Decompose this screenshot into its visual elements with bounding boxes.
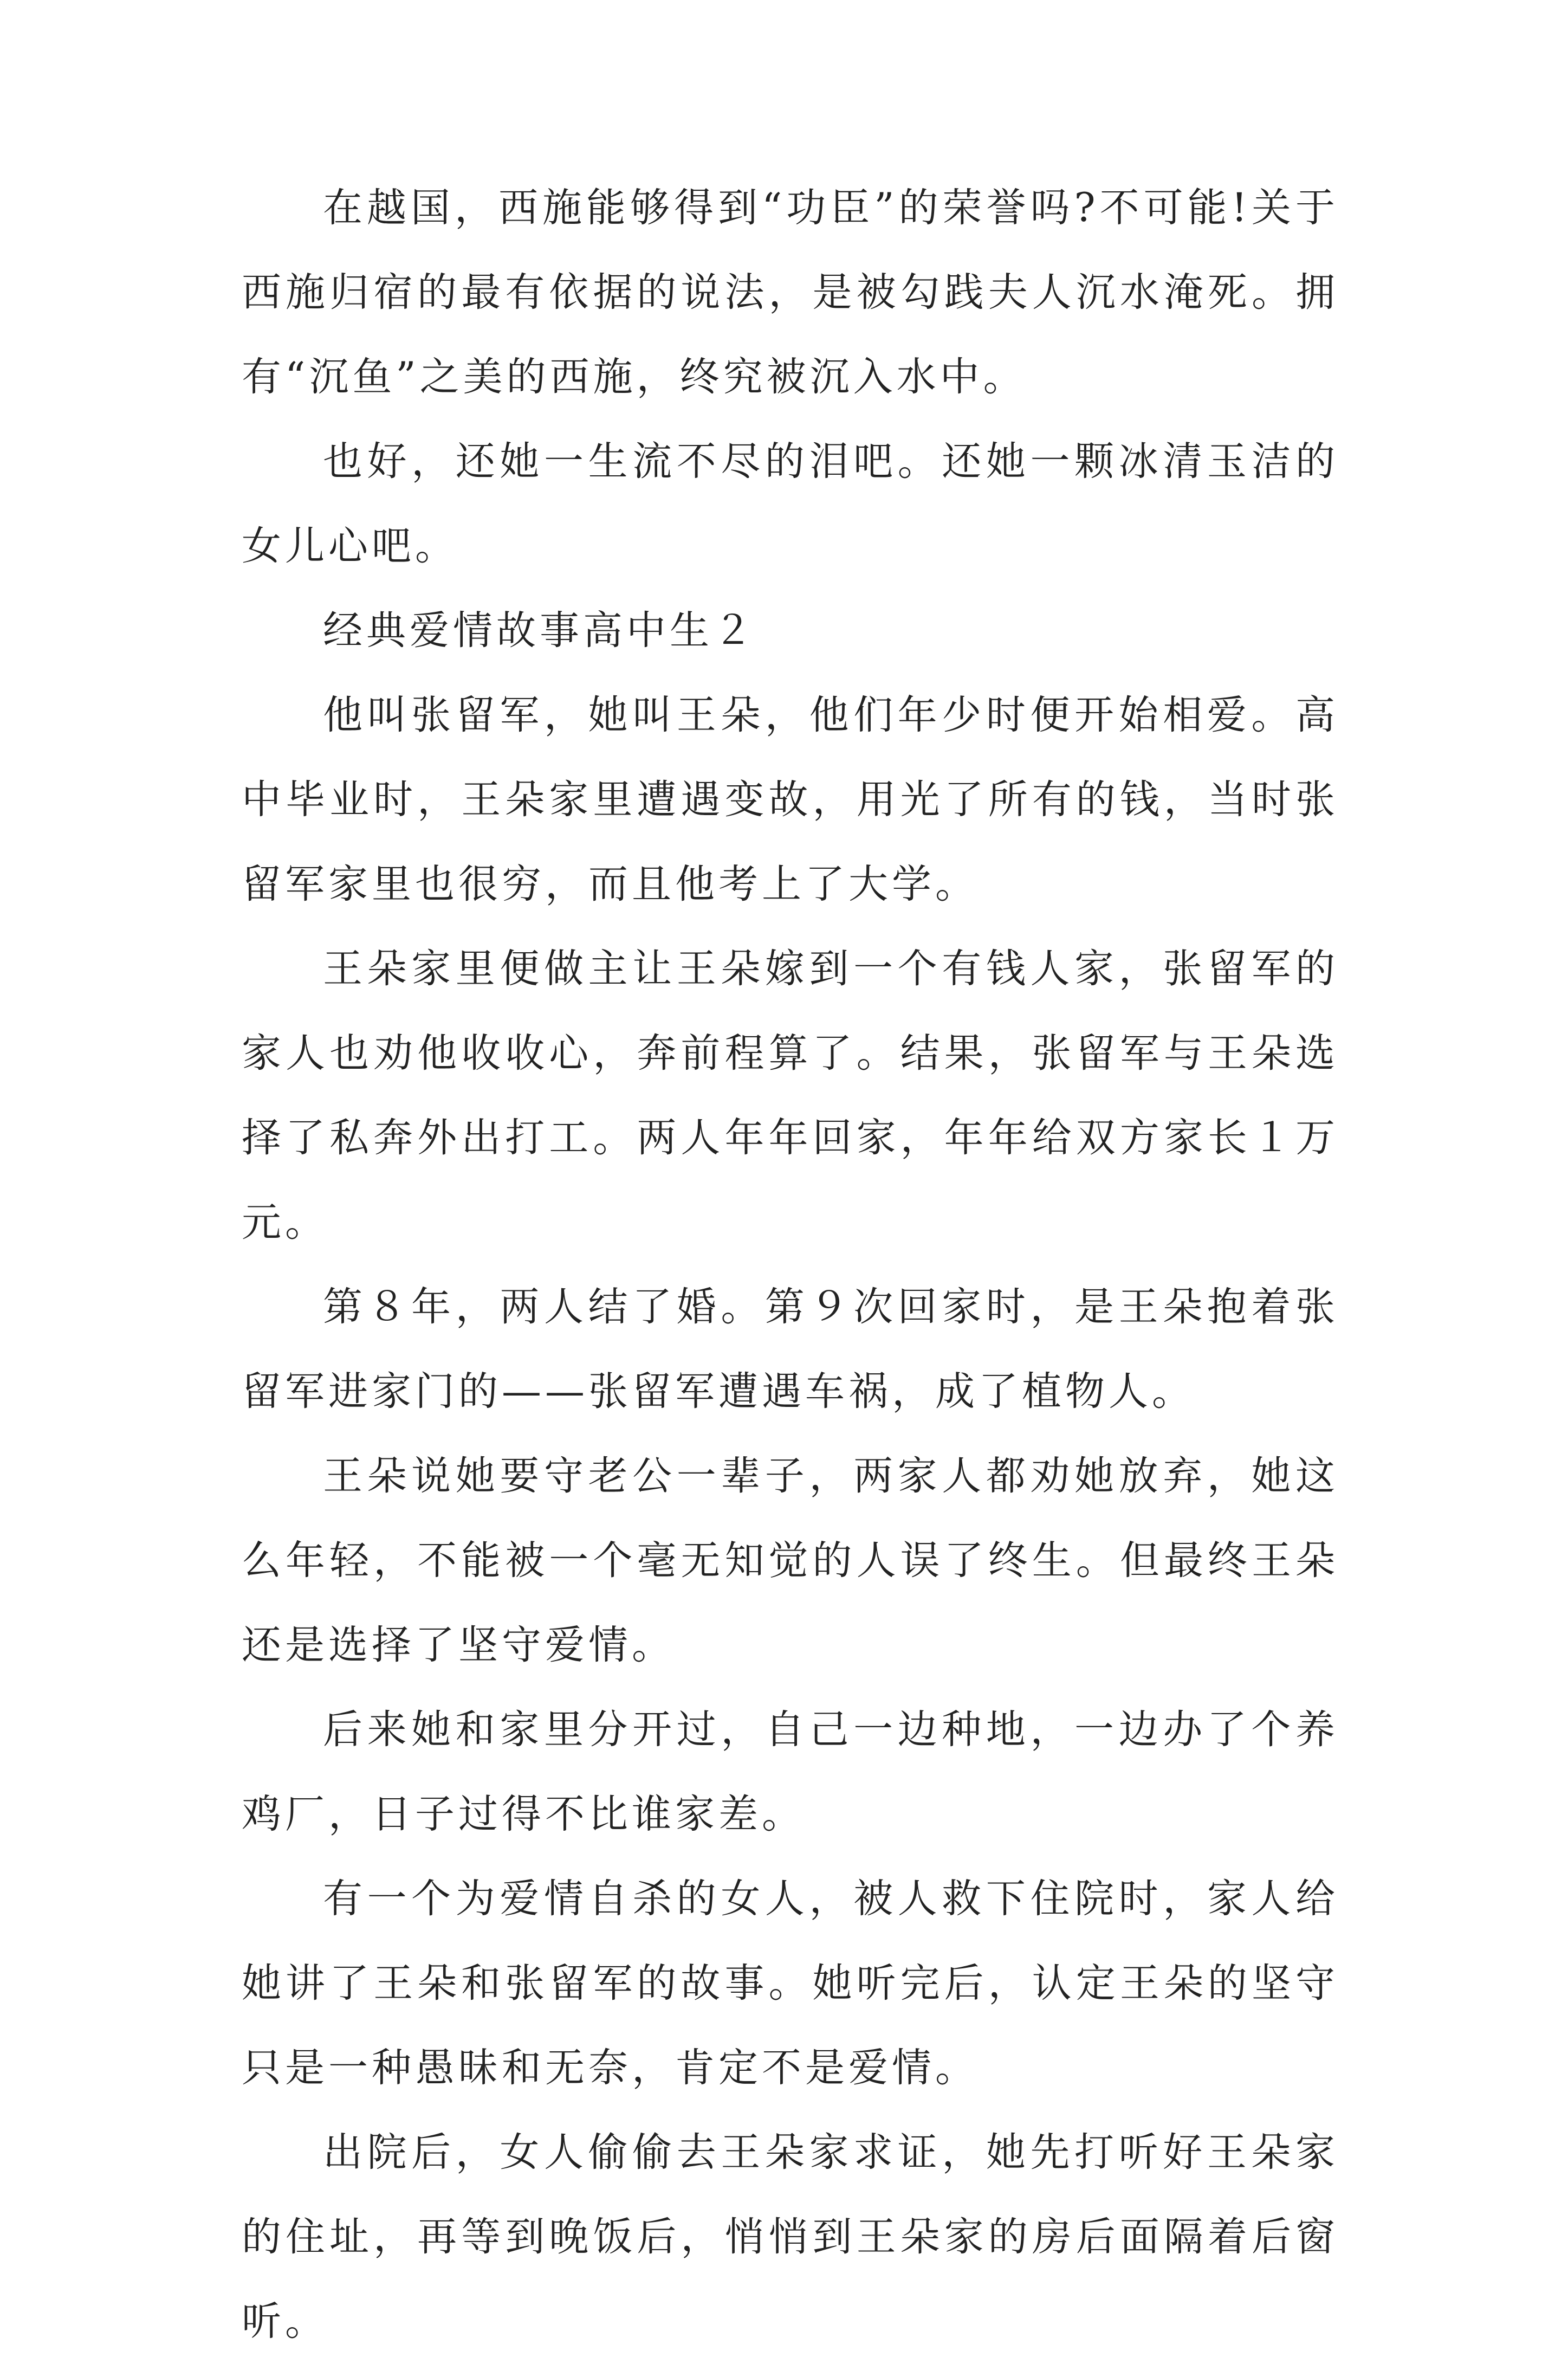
- paragraph-xishi-fate: 在越国，西施能够得到“功臣”的荣誉吗?不可能!关于西施归宿的最有依据的说法，是被勾践夫人沉水淹死。拥有“沉鱼”之美的西施，终究被沉入水中。: [242, 185, 1339, 400]
- document-body: [242, 166, 1339, 2364]
- paragraph-accident: 第８年，两人结了婚。第９次回家时，是王朵抱着张留军进家门的——张留军遭遇车祸，成了植物人。: [242, 1284, 1339, 1414]
- section-heading: 经典爱情故事高中生２: [323, 608, 756, 654]
- paragraph-elopement: 王朵家里便做主让王朵嫁到一个有钱人家，张留军的家人也劝他收收心，奔前程算了。结果，张留军与王朵选择了私奔外出打工。两人年年回家，年年给双方家长１万元。: [242, 946, 1339, 1245]
- paragraph-livelihood: 后来她和家里分开过，自己一边种地，一边办了个养鸡厂，日子过得不比谁家差。: [242, 1707, 1339, 1837]
- paragraph-intro-couple: 他叫张留军，她叫王朵，他们年少时便开始相爱。高中毕业时，王朵家里遭遇变故，用光了所有的钱，当时张留军家里也很穷，而且他考上了大学。: [242, 692, 1339, 907]
- paragraph-investigation: 出院后，女人偷偷去王朵家求证，她先打听好王朵家的住址，再等到晚饭后，悄悄到王朵家的房后面隔着后窗听。: [242, 2129, 1339, 2344]
- paragraph-skeptic: 有一个为爱情自杀的女人，被人救下住院时，家人给她讲了王朵和张留军的故事。她听完后，认定王朵的坚守只是一种愚昧和无奈，肯定不是爱情。: [242, 1876, 1339, 2091]
- paragraph-tears: 也好，还她一生流不尽的泪吧。还她一颗冰清玉洁的女儿心吧。: [242, 438, 1339, 569]
- paragraph-devotion: 王朵说她要守老公一辈子，两家人都劝她放弃，她这么年轻，不能被一个毫无知觉的人误了终生。但最终王朵还是选择了坚守爱情。: [242, 1453, 1339, 1668]
